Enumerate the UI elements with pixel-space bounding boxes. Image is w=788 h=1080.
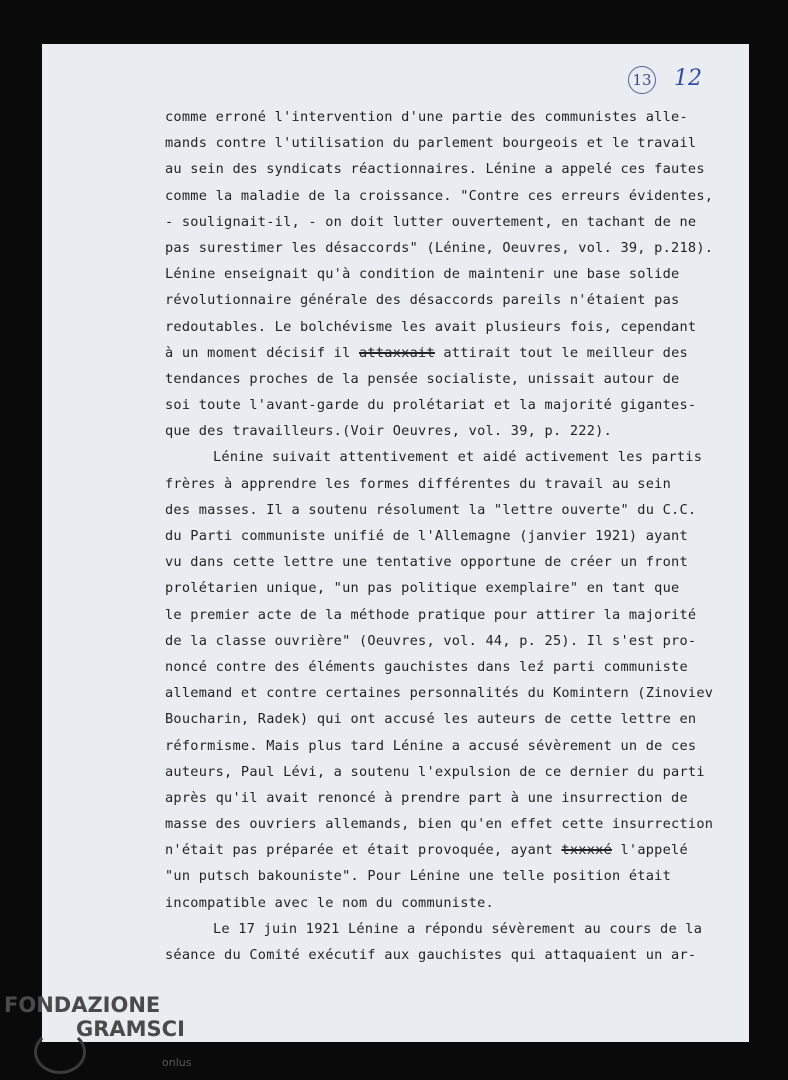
watermark-line-2: GRAMSCI [76, 1017, 185, 1041]
fondazione-gramsci-watermark [4, 993, 192, 1069]
text-line [165, 340, 750, 366]
text-line: que des travailleurs.(Voir Oeuvres, vol. 39, p. 222). [165, 423, 613, 440]
text-line: Lénine suivait attentivement et aidé activement les partis [213, 449, 703, 466]
text-line: séance du Comité exécutif aux gauchistes qui attaquaient un ar- [165, 947, 697, 963]
text-line: au sein des syndicats réactionnaires. Lénine a appelé ces fautes [165, 161, 705, 178]
watermark-line-1: FONDAZIONE [4, 993, 161, 1017]
text-line: Boucharin, Radek) qui ont accusé les auteurs de cette lettre en [165, 711, 697, 728]
text-line: réformisme. Mais plus tard Lénine a accusé sévèrement un de ces [165, 737, 697, 754]
text-line: des masses. Il a soutenu résolument la "lettre ouverte" du C.C. [165, 501, 697, 518]
text-line [165, 837, 750, 863]
text-line: noncé contre des éléments gauchistes dans leź parti communiste [165, 658, 688, 675]
text-line: incompatible avec le nom du communiste. [165, 894, 494, 911]
text-segment: attirait tout le meilleur des [434, 344, 688, 361]
text-line: pas surestimer les désaccords" (Lénine, Oeuvres, vol. 39, p.218). [165, 239, 714, 256]
text-line: après qu'il avait renoncé à prendre part à une insurrection de [165, 789, 688, 806]
text-line: comme la maladie de la croissance. "Contre ces erreurs évidentes, [165, 187, 714, 204]
typewritten-body [165, 104, 750, 968]
text-line: redoutables. Le bolchévisme les avait plusieurs fois, cependant [165, 318, 697, 335]
struck-out-word: txxxxé [561, 842, 613, 859]
handwritten-page-number: 12 [674, 66, 702, 91]
text-line: du Parti communiste unifié de l'Allemagne (janvier 1921) ayant [165, 528, 688, 544]
text-line: allemand et contre certaines personnalités du Komintern (Zinoviev [165, 685, 714, 702]
text-line: auteurs, Paul Lévi, a soutenu l'expulsion de ce dernier du parti [165, 763, 705, 780]
text-line: comme erroné l'intervention d'une partie des communistes alle- [165, 109, 688, 125]
text-line: tendances proches de la pensée socialiste, unissait autour de [165, 370, 680, 387]
text-line: "un putsch bakouniste". Pour Lénine une telle position était [165, 868, 672, 885]
text-line: soi toute l'avant-garde du prolétariat et la majorité gigantes- [165, 397, 697, 414]
text-line: révolutionnaire générale des désaccords pareils n'étaient pas [165, 292, 680, 309]
watermark-sub: onlus [162, 1056, 192, 1069]
circled-page-number: 13 [628, 66, 656, 94]
struck-out-word: attaxxait [359, 344, 435, 361]
text-segment: n'était pas préparée et était provoquée, ayant [165, 842, 562, 859]
text-line: vu dans cette lettre une tentative opportune de créer un front [165, 554, 688, 571]
text-line: mands contre l'utilisation du parlement bourgeois et le travail [165, 135, 697, 152]
text-line: - soulignait-il, - on doit lutter ouvertement, en tachant de ne [165, 213, 697, 230]
text-line: le premier acte de la méthode pratique pour attirer la majorité [165, 606, 697, 623]
text-line: frères à apprendre les formes différentes du travail au sein [165, 475, 672, 492]
text-line: masse des ouvriers allemands, bien qu'en effet cette insurrection [165, 816, 714, 833]
text-segment: l'appelé [612, 842, 688, 859]
text-line: Lénine enseignait qu'à condition de maintenir une base solide [165, 266, 680, 283]
text-line: prolétarien unique, "un pas politique exemplaire" en tant que [165, 580, 680, 597]
page-number [628, 66, 702, 94]
gramsci-logo-icon [34, 1030, 86, 1074]
text-line: de la classe ouvrière" (Oeuvres, vol. 44, p. 25). Il s'est pro- [165, 632, 697, 649]
text-line: Le 17 juin 1921 Lénine a répondu sévèrement au cours de la [213, 920, 703, 937]
text-segment: à un moment décisif il [165, 344, 359, 361]
